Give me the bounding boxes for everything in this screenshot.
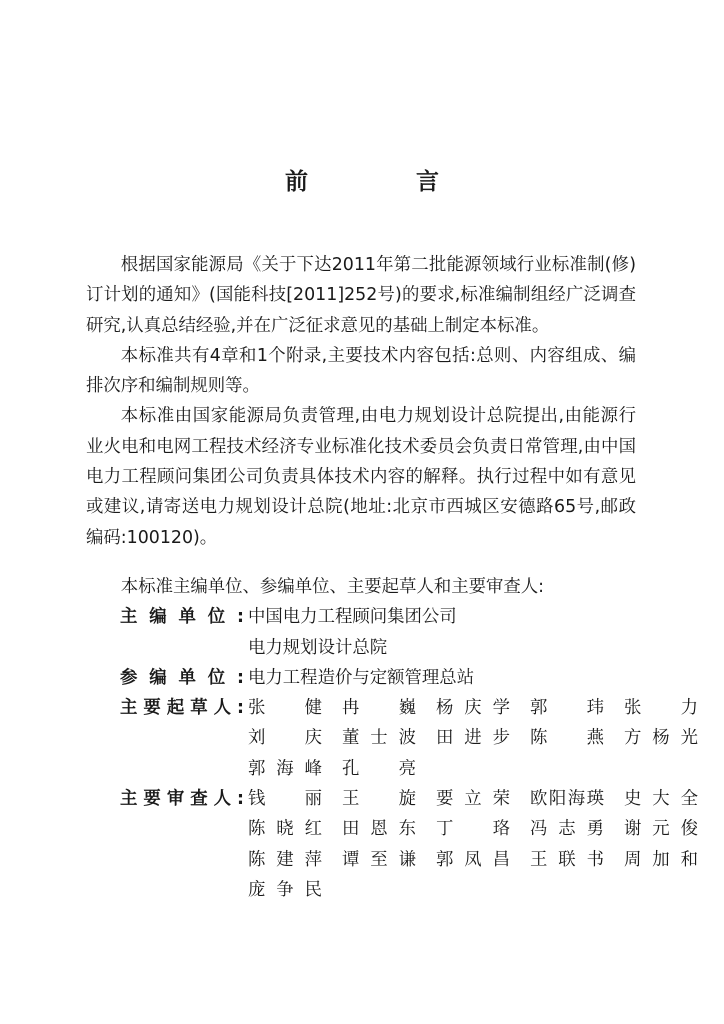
- chief-editor-row: [86, 602, 646, 663]
- reviewers-row: [86, 784, 698, 905]
- person-name: 张 力: [624, 698, 698, 719]
- reviewers-values: [248, 784, 718, 905]
- person-name: 庞争民: [248, 879, 322, 900]
- person-name: 董士波: [342, 728, 416, 749]
- drafters-values: [248, 693, 718, 784]
- name-line: [248, 875, 718, 905]
- person-name: 陈建萍: [248, 849, 322, 870]
- page-title: 前 言: [284, 169, 489, 195]
- name-line: [248, 845, 718, 875]
- person-name: 郭海峰: [248, 758, 322, 779]
- person-name: 刘 庆: [248, 728, 322, 749]
- person-name: 要立荣: [436, 789, 510, 810]
- chief-editor-unit: 中国电力工程顾问集团公司: [248, 607, 457, 628]
- person-name: 谭至谦: [342, 849, 416, 870]
- person-name: 田恩东: [342, 819, 416, 840]
- person-name: 孔 亮: [342, 758, 416, 779]
- name-line: [248, 784, 718, 814]
- person-name: 方杨光: [624, 728, 698, 749]
- person-name: 杨庆学: [436, 698, 510, 719]
- person-name: 欧阳海瑛: [530, 789, 604, 810]
- chief-editor-values: [248, 602, 457, 663]
- paragraph-1: 根据国家能源局《关于下达2011年第二批能源领域行业标准制(修)订计划的通知》(国能科技[2011]252号)的要求,标准编制组经广泛调查研究,认真总结经验,并在广泛征求意见的基础上制定本标准。: [86, 255, 636, 336]
- credits-section: [86, 572, 698, 905]
- person-name: 陈晓红: [248, 819, 322, 840]
- chief-editor-label: 主编单位:: [120, 607, 244, 628]
- person-name: 周加和: [624, 849, 698, 870]
- person-name: 钱 丽: [248, 789, 322, 810]
- name-line: [248, 723, 718, 753]
- chief-editor-unit: 电力规划设计总院: [248, 637, 388, 658]
- person-name: 史大全: [624, 789, 698, 810]
- reviewers-label: 主要审查人:: [120, 789, 244, 810]
- participant-unit: 电力工程造价与定额管理总站: [248, 667, 475, 688]
- participant-values: [248, 663, 474, 693]
- drafters-row: [86, 693, 698, 784]
- name-line: [248, 693, 718, 723]
- name-line: [248, 814, 718, 844]
- person-name: 郭 玮: [530, 698, 604, 719]
- participant-label: 参编单位:: [120, 667, 244, 688]
- paragraph-2: 本标准共有4章和1个附录,主要技术内容包括:总则、内容组成、编排次序和编制规则等。: [86, 345, 636, 397]
- participant-row: [86, 663, 646, 693]
- person-name: 冉 巍: [342, 698, 416, 719]
- person-name: 陈 燕: [530, 728, 604, 749]
- person-name: 王联书: [530, 849, 604, 870]
- name-line: [248, 754, 718, 784]
- person-name: 郭凤昌: [436, 849, 510, 870]
- paragraph-3: 本标准由国家能源局负责管理,由电力规划设计总院提出,由能源行业火电和电网工程技术经济专业标准化技术委员会负责日常管理,由中国电力工程顾问集团公司负责具体技术内容的解释。执行过程中如有意见或建议,请寄送电力规划设计总院(地址:北京市西城区安德路65号,邮政编码:100120)。: [86, 406, 636, 548]
- person-name: 谢元俊: [624, 819, 698, 840]
- drafters-label: 主要起草人:: [120, 698, 244, 719]
- person-name: 张 健: [248, 698, 322, 719]
- credits-intro: 本标准主编单位、参编单位、主要起草人和主要审查人:: [120, 577, 545, 597]
- preface-body: [86, 250, 636, 553]
- person-name: 冯志勇: [530, 819, 604, 840]
- person-name: 丁 珞: [436, 819, 510, 840]
- person-name: 田进步: [436, 728, 510, 749]
- person-name: 王 旋: [342, 789, 416, 810]
